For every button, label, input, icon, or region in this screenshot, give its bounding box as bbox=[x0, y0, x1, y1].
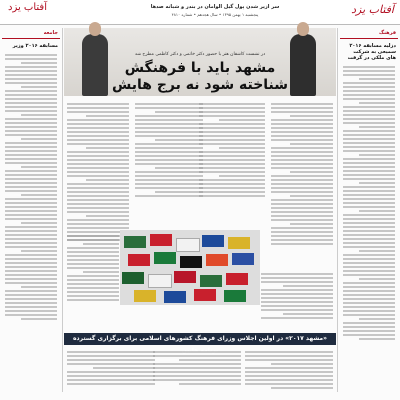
side-column-text bbox=[258, 270, 336, 322]
body-column bbox=[268, 100, 336, 270]
masthead-headline: سر ازیر شدن پول گیل الوامان در بندر و شبانه صدها bbox=[150, 4, 280, 10]
masthead bbox=[0, 0, 400, 25]
secondary-article-body bbox=[64, 348, 336, 392]
left-sidebar-text bbox=[2, 51, 60, 323]
secondary-headline-banner: «مشهد ۲۰۱۷» در اولین اجلاس وزرای فرهنگ کشورهای اسلامی برای برگزاری گسترده bbox=[64, 333, 336, 345]
right-sidebar bbox=[340, 28, 398, 392]
flags-photo bbox=[120, 230, 260, 305]
masthead-date: پنجشنبه ۱ بهمن ۱۳۹۵ • سال هجدهم • شماره ۴۸۱۰ bbox=[171, 12, 259, 17]
left-section-label: جامعه bbox=[2, 28, 60, 39]
right-section-label: فرهنگ bbox=[340, 28, 398, 39]
column-divider bbox=[62, 28, 63, 392]
left-sidebar bbox=[2, 28, 60, 392]
left-sidebar-heading: مسابقه ۲۰۱۶ وزیر bbox=[12, 43, 58, 49]
right-sidebar-text bbox=[340, 63, 398, 343]
article-kicker: در نشست کاشفان هنر با حضور دکتر خاتمی و دکتر کاظمی مطرح شد bbox=[134, 52, 266, 57]
article-headline: مشهد باید با فرهنگش شناخته شود نه برج هایش bbox=[111, 60, 289, 93]
newspaper-logo[interactable]: آفتاب یزد bbox=[351, 3, 394, 16]
body-column bbox=[64, 348, 158, 392]
side-column-text bbox=[64, 232, 122, 304]
body-column bbox=[150, 348, 244, 392]
body-column bbox=[242, 348, 336, 392]
column-divider bbox=[337, 28, 338, 392]
newspaper-logo-secondary: آفتاب یزد bbox=[8, 2, 47, 13]
right-sidebar-heading: دزلیه مسابقه ۲۰۱۶ سمیعی به شرکت های ملکی در گرفت bbox=[347, 43, 396, 61]
